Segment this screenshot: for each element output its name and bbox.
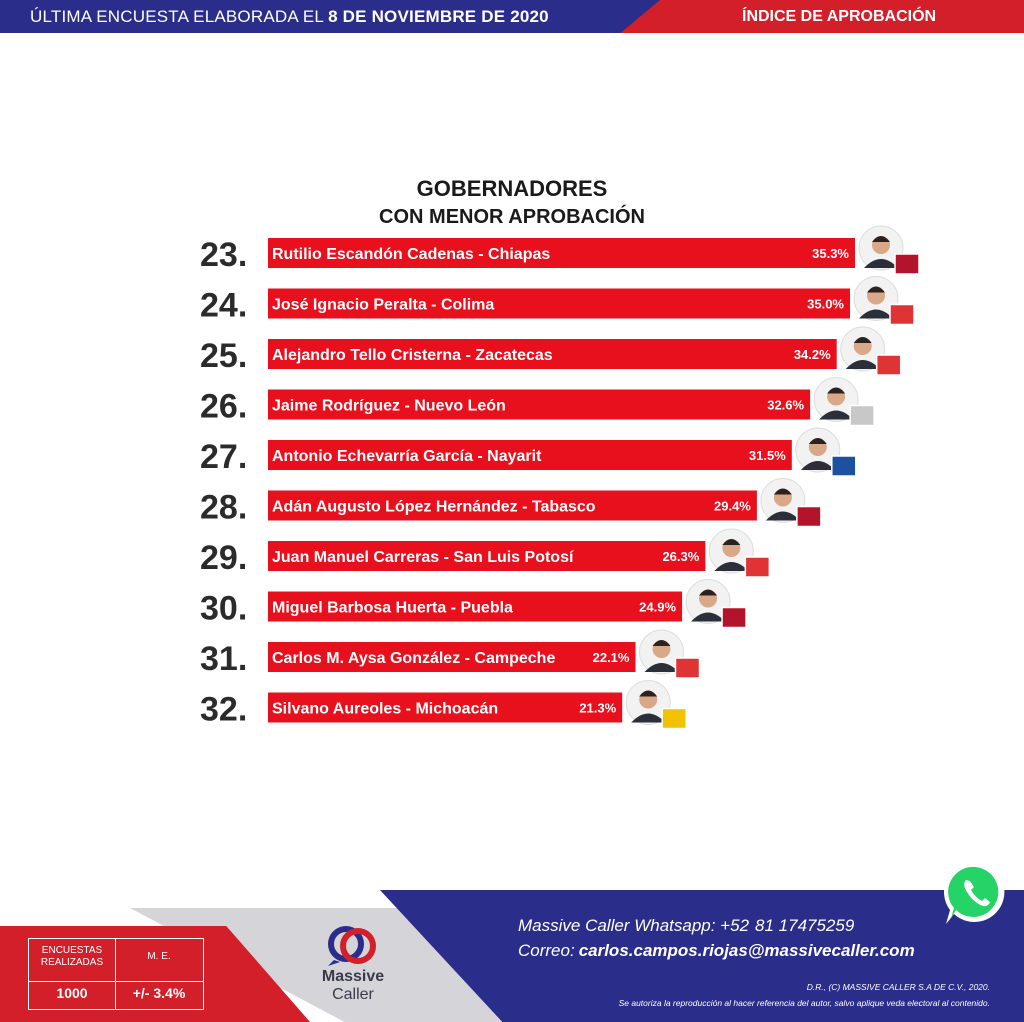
bar-row [200,226,919,274]
email-label: Correo: [518,941,575,960]
rank-label: 23. [200,236,248,274]
bar-row [200,378,874,426]
value-label: 32.6% [767,397,805,413]
value-label: 22.1% [592,650,630,665]
survey-prefix: ÚLTIMA ENCUESTA ELABORADA EL [30,7,325,26]
brand-name-line-2: Caller [332,986,374,1003]
whatsapp-number: 81 17475259 [755,916,855,935]
morena-icon [895,254,919,274]
brand-name-line-1: Massive [321,968,385,985]
pri-icon [877,355,901,375]
rank-label: 24. [200,286,248,325]
rank-label: 29. [200,539,248,577]
rank-label: 32. [200,690,248,729]
rank-label: 30. [200,589,248,628]
bar-label: Antonio Echevarría García - Nayarit [272,448,542,465]
email-address: carlos.campos.riojas@massivecaller.com [578,941,915,960]
bar-label: Alejandro Tello Cristerna - Zacatecas [272,347,553,364]
massive-caller-logo-icon [322,922,382,968]
bar-row [200,681,686,729]
bar-row [200,277,914,325]
bar-label: José Ignacio Peralta - Colima [272,296,495,314]
surveys-value: 1000 [56,985,88,1001]
bar-row [200,529,769,577]
surveys-label: ENCUESTAS REALIZADAS [40,945,104,968]
prd-icon [662,709,686,729]
morena-icon [722,608,746,628]
whatsapp-icon [940,858,1010,928]
value-label: 35.0% [807,296,845,312]
value-label: 31.5% [748,448,786,463]
bar-label: Carlos M. Aysa González - Campeche [272,650,556,667]
rank-label: 31. [200,640,248,678]
independent-icon [850,406,874,426]
bar-label: Jaime Rodríguez - Nuevo León [272,397,506,415]
bar-label: Rutilio Escandón Cadenas - Chiapas [272,246,551,263]
rank-label: 28. [200,488,248,527]
pan-icon [832,456,856,476]
pri-icon [745,557,769,577]
bar-label: Miguel Barbosa Huerta - Puebla [272,599,513,617]
chart-subtitle: CON MENOR APROBACIÓN [379,206,645,228]
survey-stats-table [28,938,204,1010]
disclaimer-text: Se autoriza la reproducción al hacer referencia del autor, salvo aplique veda electoral al contenido. [618,998,990,1008]
bar-label: Silvano Aureoles - Michoacán [272,700,499,718]
value-label: 29.4% [714,498,751,514]
bar-row [200,428,856,476]
bar-row [200,479,821,527]
value-label: 35.3% [812,246,849,261]
pri-icon [675,658,699,678]
bar-label: Adán Augusto López Hernández - Tabasco [272,498,596,516]
bar-label: Juan Manuel Carreras - San Luis Potosí [272,549,574,566]
margin-value: +/- 3.4% [132,985,186,1001]
value-label: 34.2% [793,347,831,362]
rank-label: 25. [200,337,248,375]
whatsapp-contact [518,916,854,936]
value-label: 24.9% [639,599,677,615]
index-title: ÍNDICE DE APROBACIÓN [742,8,937,25]
bar-row [200,580,746,628]
copyright-text: D.R., (C) MASSIVE CALLER S.A DE C.V., 2020. [806,982,990,992]
value-label: 21.3% [579,700,617,716]
value-label: 26.3% [662,549,700,564]
whatsapp-label: Massive Caller Whatsapp: +52 [518,916,750,935]
pri-icon [890,305,914,325]
rank-label: 27. [200,438,248,476]
chart-title: GOBERNADORES [416,176,608,201]
rank-label: 26. [200,387,248,426]
email-contact [518,941,915,961]
bar-row [200,630,699,678]
stats-divider-horizontal [29,981,203,982]
margin-label: M. E. [147,951,171,962]
survey-date: 8 DE NOVIEMBRE DE 2020 [328,7,549,26]
morena-icon [797,507,821,527]
bar-row [200,327,901,375]
